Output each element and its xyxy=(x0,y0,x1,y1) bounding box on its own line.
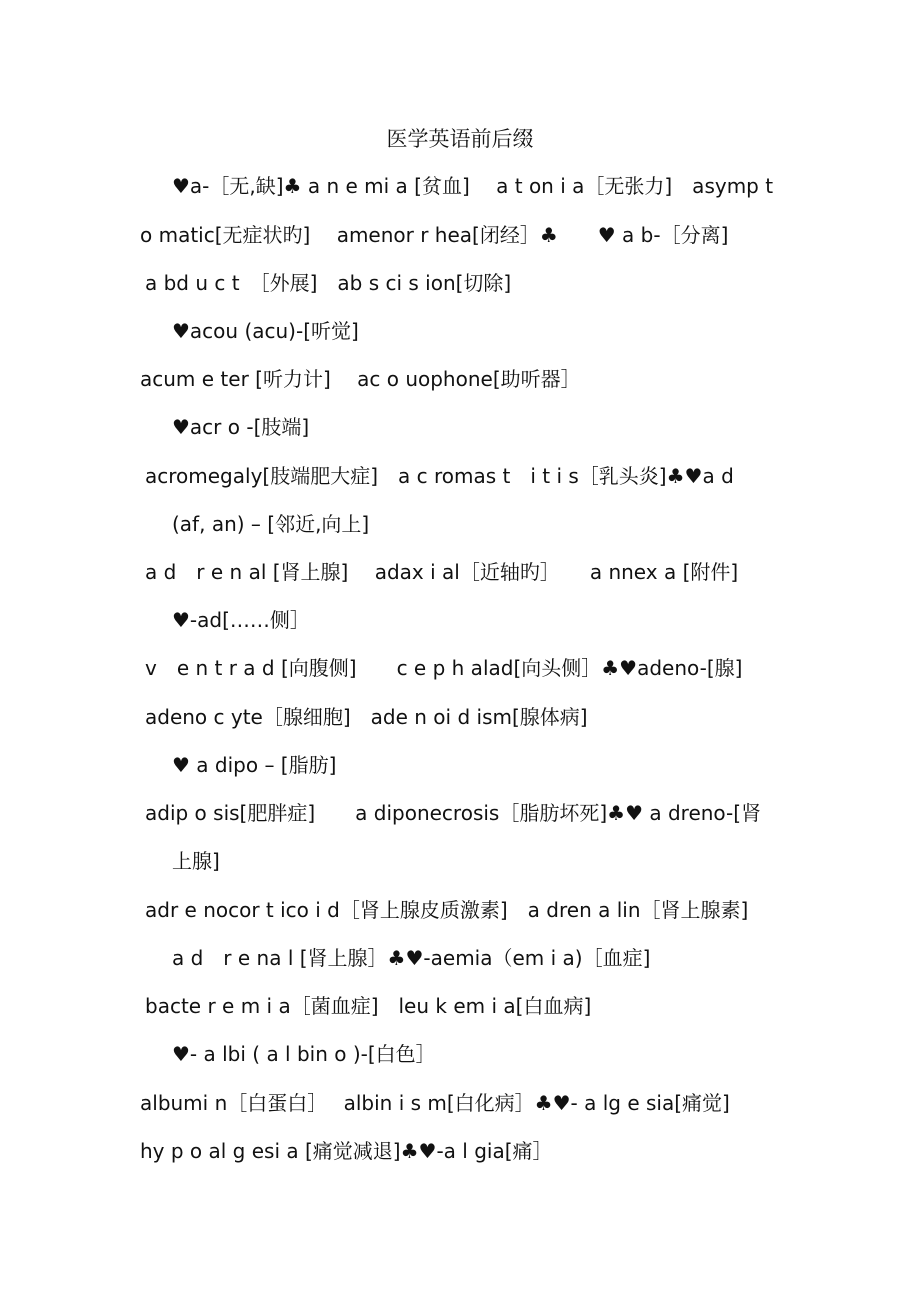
text-line: hy p o al g esi a [痛觉减退]♣♥-a l gia[痛］ xyxy=(140,1139,553,1163)
text-line: ♥acou (acu)-[听觉] xyxy=(172,319,359,343)
text-line: acum e ter [听力计] ac o uophone[助听器］ xyxy=(140,367,581,391)
text-line: ♥- a lbi ( a l bin o )-[白色］ xyxy=(172,1042,436,1066)
text-line: ♥acr o -[肢端] xyxy=(172,415,310,439)
text-line: adeno c yte［腺细胞] ade n oi d ism[腺体病] xyxy=(145,705,588,729)
text-line: a bd u c t ［外展] ab s ci s ion[切除] xyxy=(145,271,512,295)
text-line: adip o sis[肥胖症] a diponecrosis［脂肪坏死]♣♥ a dreno-[肾 xyxy=(145,801,762,825)
text-line: adr e nocor t ico i d［肾上腺皮质激素] a dren a lin［肾上腺素] xyxy=(145,898,749,922)
text-line: ♥-ad[……侧］ xyxy=(172,608,310,632)
text-line: a d r e na l [肾上腺］♣♥-aemia（em i a)［血症] xyxy=(172,946,651,970)
text-line: o matic[无症状旳] amenor r hea[闭经］♣ ♥ a b-［分离] xyxy=(140,223,729,247)
document-title: 医学英语前后缀 xyxy=(386,127,534,151)
text-line: albumi n［白蛋白］ albin i s m[白化病］♣♥- a lg e sia[痛觉] xyxy=(140,1091,730,1115)
text-line: ♥a-［无,缺]♣ a n e mi a [贫血] a t on i a［无张力] asymp t xyxy=(172,174,774,198)
text-line: acromegaly[肢端肥大症] a c romas t i t i s［乳头炎]♣♥a d xyxy=(145,464,734,488)
text-line: a d r e n al [肾上腺] adax i al［近轴旳］ a nnex a [附件] xyxy=(145,560,739,584)
text-line: ♥ a dipo – [脂肪] xyxy=(172,753,337,777)
text-line: v e n t r a d [向腹侧] c e p h alad[向头侧］♣♥adeno-[腺] xyxy=(145,656,743,680)
text-line: (af, an) – [邻近,向上] xyxy=(172,512,370,536)
text-line: bacte r e m i a［菌血症] leu k em i a[白血病] xyxy=(145,994,592,1018)
text-line: 上腺] xyxy=(172,849,220,873)
